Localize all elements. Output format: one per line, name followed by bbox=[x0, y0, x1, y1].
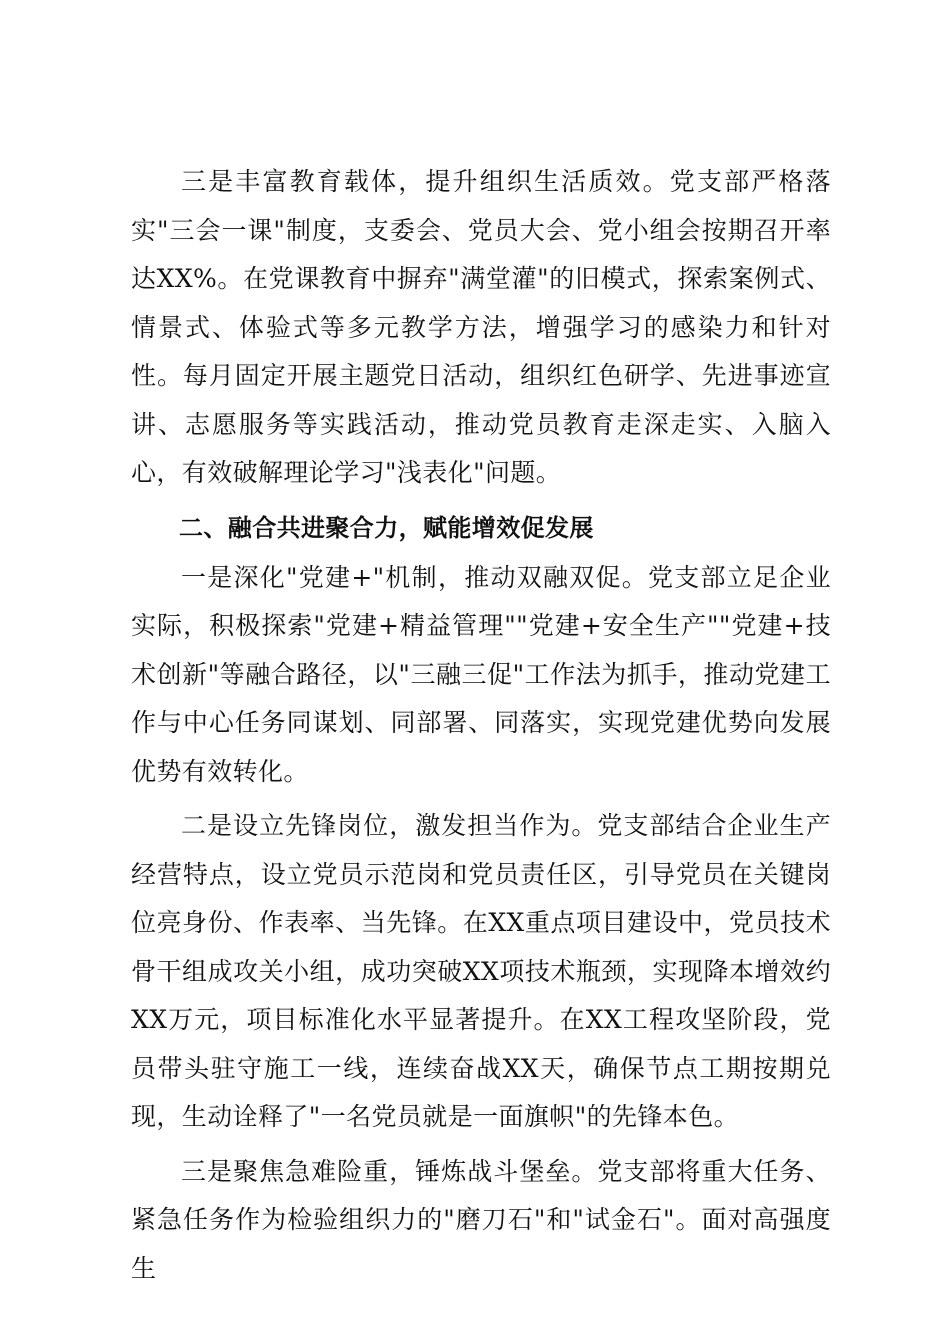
paragraph-urgent-tasks: 三是聚焦急难险重，锤炼战斗堡垒。党支部将重大任务、紧急任务作为检验组织力的"磨刀石"和"试金石"。面对高强度生 bbox=[131, 1156, 831, 1283]
section-heading-2: 二、融合共进聚合力，赋能增效促发展 bbox=[179, 513, 594, 542]
paragraph-party-building-plus: 一是深化"党建+"机制，推动双融双促。党支部立足企业实际，积极探索"党建+精益管理""党建+安全生产""党建+技术创新"等融合路径，以"三融三促"工作法为抓手，推动党建工作与中心任务同谋划、同部署、同落实，实现党建优势向发展优势有效转化。 bbox=[131, 562, 831, 786]
paragraph-enrich-education: 三是丰富教育载体，提升组织生活质效。党支部严格落实"三会一课"制度，支委会、党员大会、党小组会按期召开率达XX%。在党课教育中摒弃"满堂灌"的旧模式，探索案例式、情景式、体验式等多元教学方法，增强学习的感染力和针对性。每月固定开展主题党日活动，组织红色研学、先进事迹宣讲、志愿服务等实践活动，推动党员教育走深走实、入脑入心，有效破解理论学习"浅表化"问题。 bbox=[131, 167, 831, 487]
paragraph-pioneer-posts: 二是设立先锋岗位，激发担当作为。党支部结合企业生产经营特点，设立党员示范岗和党员责任区，引导党员在关键岗位亮身份、作表率、当先锋。在XX重点项目建设中，党员技术骨干组成攻关小组，成功突破XX项技术瓶颈，实现降本增效约XX万元，项目标准化水平显著提升。在XX工程攻坚阶段，党员带头驻守施工一线，连续奋战XX天，确保节点工期按期兑现，生动诠释了"一名党员就是一面旗帜"的先锋本色。 bbox=[131, 811, 831, 1131]
document-body bbox=[131, 158, 831, 1299]
